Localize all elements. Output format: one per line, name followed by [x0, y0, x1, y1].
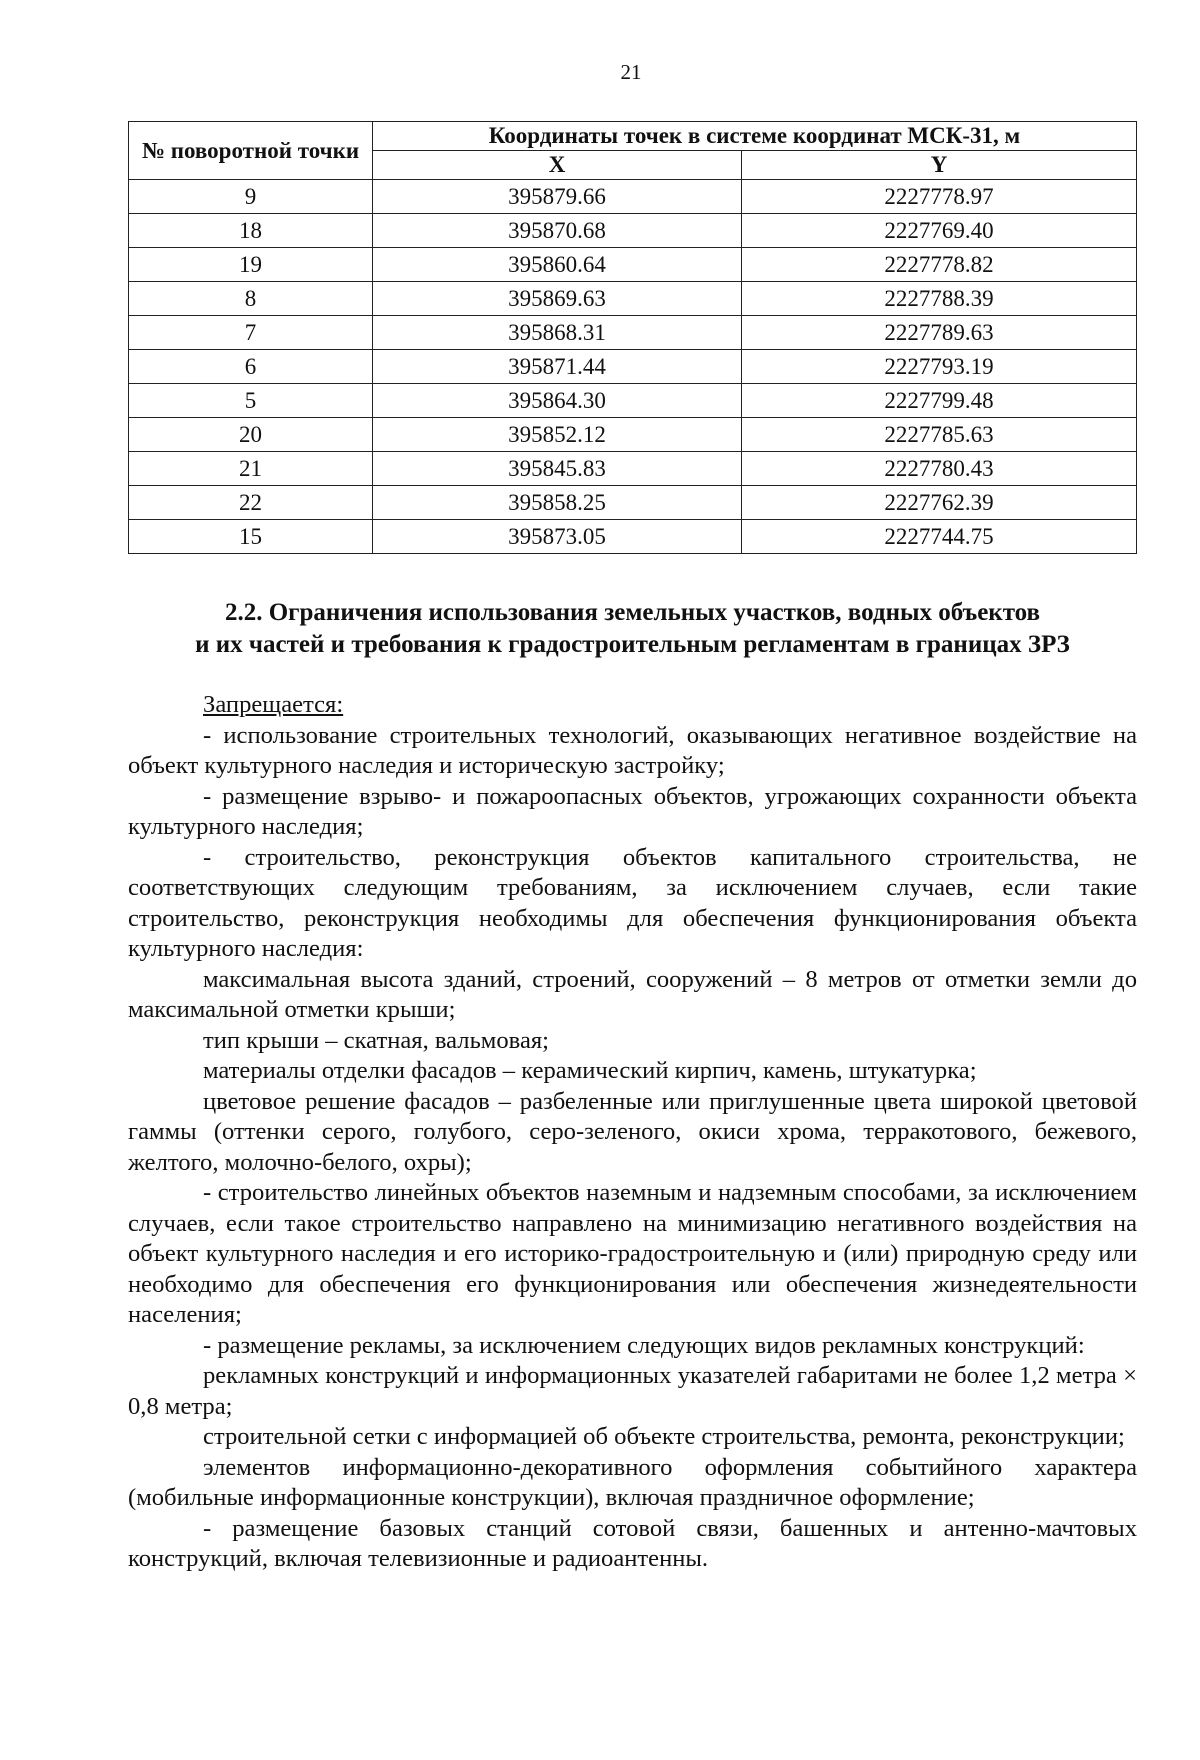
cell-point: 7 [129, 316, 373, 350]
section-title-line2: и их частей и требования к градостроительным регламентам в границах ЗРЗ [195, 631, 1070, 658]
header-point: № поворотной точки [129, 122, 373, 180]
section-title [128, 597, 1137, 661]
paragraph-3a: максимальная высота зданий, строений, сооружений – 8 метров от отметки земли до максимальной отметки крыши; [128, 965, 1137, 1023]
paragraph-3b: тип крыши – скатная, вальмовая; [203, 1026, 550, 1054]
cell-y: 2227793.19 [742, 350, 1137, 384]
header-coords: Координаты точек в системе координат МСК-31, м [373, 122, 1137, 151]
cell-y: 2227789.63 [742, 316, 1137, 350]
paragraph-3: - строительство, реконструкция объектов капитального строительства, не соответствующих следующим требованиям, за исключением случаев, если такие строительство, реконструкция необходимы для обеспечения функционирования объекта культурного наследия: [128, 843, 1137, 962]
cell-x: 395870.68 [373, 214, 742, 248]
prohibited-heading: Запрещается: [203, 691, 344, 718]
cell-y: 2227778.82 [742, 248, 1137, 282]
paragraph-5: - размещение рекламы, за исключением следующих видов рекламных конструкций: [203, 1331, 1085, 1359]
cell-point: 19 [129, 248, 373, 282]
cell-y: 2227799.48 [742, 384, 1137, 418]
body-text [128, 690, 1137, 1575]
paragraph-3d: цветовое решение фасадов – разбеленные или приглушенные цвета широкой цветовой гаммы (оттенки серого, голубого, серо-зеленого, окиси хрома, терракотового, бежевого, желтого, молочно-белого, охры); [128, 1087, 1137, 1176]
table-row [129, 282, 1137, 316]
cell-x: 395868.31 [373, 316, 742, 350]
header-y: Y [742, 151, 1137, 180]
cell-x: 395873.05 [373, 520, 742, 554]
paragraph-4: - строительство линейных объектов наземным и надземным способами, за исключением случаев, если такое строительство направлено на минимизацию негативного воздействия на объект культурного наследия и его историко-градостроительную и (или) природную среду или необходимо для обеспечения его функционирования или обеспечения жизнедеятельности населения; [128, 1179, 1137, 1328]
paragraph-5a: рекламных конструкций и информационных указателей габаритами не более 1,2 метра × 0,8 метра; [128, 1362, 1137, 1420]
table-row [129, 418, 1137, 452]
cell-point: 8 [129, 282, 373, 316]
cell-point: 15 [129, 520, 373, 554]
table-row [129, 350, 1137, 384]
table-row [129, 214, 1137, 248]
table-row [129, 384, 1137, 418]
cell-x: 395852.12 [373, 418, 742, 452]
header-x: X [373, 151, 742, 180]
paragraph-6: - размещение базовых станций сотовой связи, башенных и антенно-мачтовых конструкций, включая телевизионные и радиоантенны. [128, 1514, 1137, 1572]
cell-point: 18 [129, 214, 373, 248]
cell-x: 395864.30 [373, 384, 742, 418]
coordinates-table [128, 121, 1137, 554]
cell-x: 395845.83 [373, 452, 742, 486]
cell-x: 395858.25 [373, 486, 742, 520]
paragraph-1: - использование строительных технологий, оказывающих негативное воздействие на объект культурного наследия и историческую застройку; [128, 721, 1137, 779]
paragraph-5b: строительной сетки с информацией об объекте строительства, ремонта, реконструкции; [203, 1423, 1125, 1450]
cell-x: 395860.64 [373, 248, 742, 282]
cell-x: 395869.63 [373, 282, 742, 316]
cell-y: 2227778.97 [742, 180, 1137, 214]
cell-point: 21 [129, 452, 373, 486]
table-header-row [129, 122, 1137, 151]
table-row [129, 316, 1137, 350]
cell-point: 9 [129, 180, 373, 214]
cell-y: 2227785.63 [742, 418, 1137, 452]
table-row [129, 180, 1137, 214]
cell-y: 2227780.43 [742, 452, 1137, 486]
cell-y: 2227769.40 [742, 214, 1137, 248]
cell-point: 5 [129, 384, 373, 418]
cell-x: 395871.44 [373, 350, 742, 384]
cell-y: 2227788.39 [742, 282, 1137, 316]
cell-point: 22 [129, 486, 373, 520]
cell-y: 2227762.39 [742, 486, 1137, 520]
cell-point: 6 [129, 350, 373, 384]
paragraph-2: - размещение взрыво- и пожароопасных объектов, угрожающих сохранности объекта культурного наследия; [128, 782, 1137, 840]
cell-y: 2227744.75 [742, 520, 1137, 554]
table-body [129, 180, 1137, 554]
section-title-line1: 2.2. Ограничения использования земельных участков, водных объектов [224, 599, 1041, 626]
page-number: 21 [620, 60, 642, 84]
table-row [129, 248, 1137, 282]
table-row [129, 486, 1137, 520]
table-row [129, 452, 1137, 486]
cell-x: 395879.66 [373, 180, 742, 214]
paragraph-3c: материалы отделки фасадов – керамический кирпич, камень, штукатурка; [203, 1057, 977, 1084]
cell-point: 20 [129, 418, 373, 452]
paragraph-5c: элементов информационно-декоративного оформления событийного характера (мобильные информационные конструкции), включая праздничное оформление; [128, 1453, 1137, 1511]
table-row [129, 520, 1137, 554]
